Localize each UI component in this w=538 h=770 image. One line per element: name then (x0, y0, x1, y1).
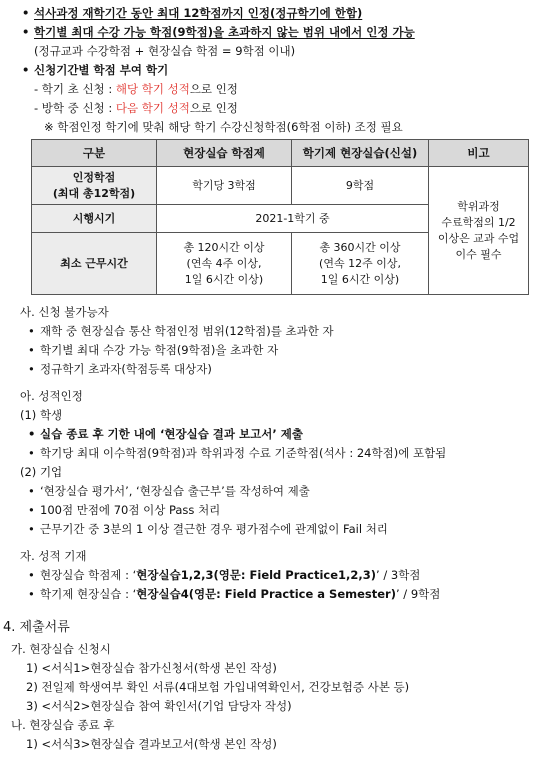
list-item: 1) <서식1>현장실습 참가신청서(학생 본인 작성) (26, 661, 277, 675)
subsection-student: (1) 학생 (20, 408, 63, 422)
table-cell: 2021-1학기 중 (157, 205, 429, 233)
table-note: 학위과정 수료학점의 1/2 이상은 교과 수업 이수 필수 (429, 167, 529, 295)
section-4-title: 4. 제출서류 (3, 620, 70, 635)
section-a-title: 아. 성적인정 (20, 389, 83, 403)
col-header: 학기제 현장실습(신설) (292, 140, 429, 167)
table-cell: 9학점 (292, 167, 429, 205)
col-header: 구분 (32, 140, 157, 167)
list-item: • 재학 중 현장실습 통산 학점인정 범위(12학점)를 초과한 자 (28, 324, 334, 338)
rule-semester-limit: • 학기별 최대 수강 가능 학점(9학점)을 초과하지 않는 범위 내에서 인정 가능 (22, 25, 415, 39)
bullet-icon: • (22, 6, 30, 20)
list-item: • 현장실습 학점제 : ‘현장실습1,2,3(영문: Field Practice1,2,3)’ / 3학점 (28, 568, 421, 582)
table-header-row (32, 140, 529, 167)
bullet-icon: • (28, 484, 35, 498)
bullet-icon: • (28, 427, 36, 441)
table-cell: 총 360시간 이상 (연속 12주 이상, 1일 6시간 이상) (292, 233, 429, 295)
list-item: 3) <서식2>현장실습 참여 확인서(기업 담당자 작성) (26, 699, 292, 713)
bullet-icon: • (28, 343, 35, 357)
list-item: 2) 전일제 학생여부 확인 서류(4대보험 가입내역확인서, 건강보험증 사본 등) (26, 680, 410, 694)
bullet-icon: • (22, 25, 30, 39)
list-item: • 학기제 현장실습 : ‘현장실습4(영문: Field Practice a Semester)’ / 9학점 (28, 587, 441, 601)
rule-formula: (정규교과 수강학점 + 현장실습 학점 = 9학점 이내) (34, 44, 296, 58)
subsection-company: (2) 기업 (20, 465, 63, 479)
list-item: • 실습 종료 후 기한 내에 ‘현장실습 결과 보고서’ 제출 (28, 427, 303, 441)
section-ja-title: 자. 성적 기재 (20, 549, 87, 563)
row-label: 최소 근무시간 (32, 233, 157, 295)
col-header: 현장실습 학점제 (157, 140, 292, 167)
row-label: 시행시기 (32, 205, 157, 233)
row-label: 인정학점 (최대 총12학점) (32, 167, 157, 205)
col-header: 비고 (429, 140, 529, 167)
list-item: • ‘현장실습 평가서’, ‘현장실습 출근부’를 작성하여 제출 (28, 484, 310, 498)
list-item: • 학기당 최대 이수학점(9학점)과 학위과정 수료 기준학점(석사 : 24학점)에 포함됨 (28, 446, 447, 460)
table-row (32, 167, 529, 205)
list-item: • 100점 만점에 70점 이상 Pass 처리 (28, 503, 221, 517)
bullet-icon: • (28, 503, 35, 517)
subsection-after: 나. 현장실습 종료 후 (11, 718, 115, 732)
bullet-icon: • (22, 63, 30, 77)
list-item: • 정규학기 초과자(학점등록 대상자) (28, 362, 212, 376)
bullet-icon: • (28, 522, 35, 536)
credit-table (31, 139, 529, 295)
rule-note: ※ 학점인정 학기에 맞춰 해당 학기 수강신청학점(6학점 이하) 조정 필요 (44, 120, 403, 134)
bullet-icon: • (28, 568, 35, 582)
bullet-icon: • (28, 587, 35, 601)
list-item: • 학기별 최대 수강 가능 학점(9학점)을 초과한 자 (28, 343, 279, 357)
rule-grant-semester: • 신청기간별 학점 부여 학기 (22, 63, 169, 77)
list-item: 1) <서식3>현장실습 결과보고서(학생 본인 작성) (26, 737, 277, 751)
bullet-icon: • (28, 362, 35, 376)
section-sa-title: 사. 신청 불가능자 (20, 305, 109, 319)
rule-semester-start: - 학기 초 신청 : 해당 학기 성적으로 인정 (34, 82, 238, 96)
bullet-icon: • (28, 324, 35, 338)
table-cell: 학기당 3학점 (157, 167, 292, 205)
subsection-apply: 가. 현장실습 신청시 (11, 642, 111, 656)
bullet-icon: • (28, 446, 35, 460)
list-item: • 근무기간 중 3분의 1 이상 결근한 경우 평가점수에 관계없이 Fail 처리 (28, 522, 388, 536)
table-cell: 총 120시간 이상 (연속 4주 이상, 1일 6시간 이상) (157, 233, 292, 295)
rule-max-credits: • 석사과정 재학기간 동안 최대 12학점까지 인정(정규학기에 한함) (22, 6, 363, 20)
rule-vacation: - 방학 중 신청 : 다음 학기 성적으로 인정 (34, 101, 238, 115)
